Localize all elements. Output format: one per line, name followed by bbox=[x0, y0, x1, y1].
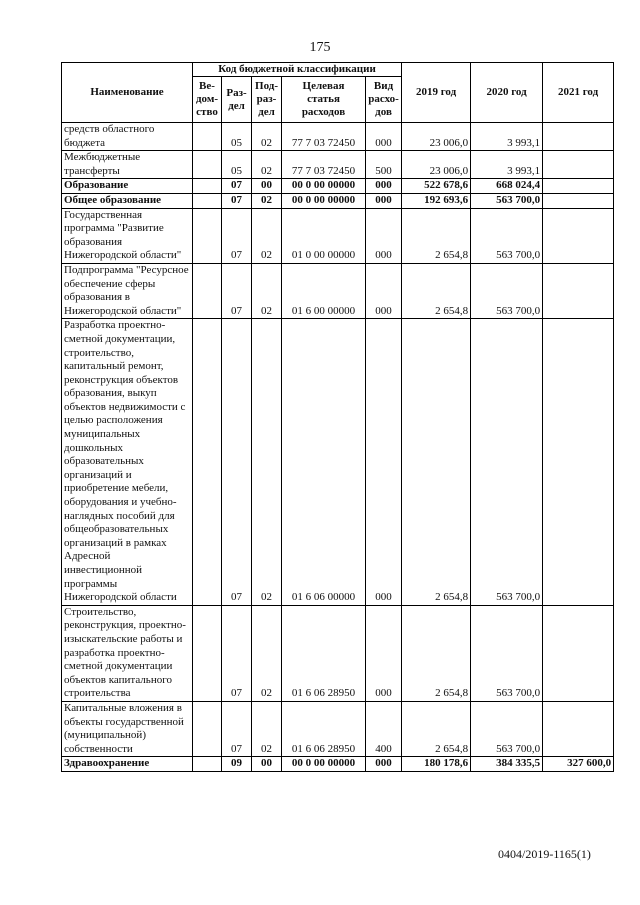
cell-vedomstvo bbox=[193, 605, 222, 701]
cell-2019: 2 654,8 bbox=[402, 263, 471, 318]
cell-2021 bbox=[543, 208, 614, 263]
cell-vid: 500 bbox=[366, 151, 402, 179]
cell-2021 bbox=[543, 319, 614, 605]
cell-tselevaya: 01 0 00 00000 bbox=[282, 208, 366, 263]
cell-name: средств областного бюджета bbox=[62, 123, 193, 151]
cell-tselevaya: 01 6 06 28950 bbox=[282, 701, 366, 756]
cell-name: Образование bbox=[62, 179, 193, 194]
cell-2019: 23 006,0 bbox=[402, 123, 471, 151]
cell-name: Государственная программа "Развитие образования Нижегородской области" bbox=[62, 208, 193, 263]
cell-2020: 563 700,0 bbox=[471, 319, 543, 605]
cell-razdel: 05 bbox=[222, 151, 252, 179]
table-row bbox=[62, 179, 614, 194]
header-podrazdel: Под- раз- дел bbox=[252, 77, 282, 123]
cell-vedomstvo bbox=[193, 701, 222, 756]
header-razdel: Раз- дел bbox=[222, 77, 252, 123]
cell-vedomstvo bbox=[193, 319, 222, 605]
header-vedomstvo: Ве- дом- ство bbox=[193, 77, 222, 123]
cell-2019: 522 678,6 bbox=[402, 179, 471, 194]
cell-razdel: 07 bbox=[222, 208, 252, 263]
cell-vid: 000 bbox=[366, 208, 402, 263]
cell-vid: 000 bbox=[366, 179, 402, 194]
cell-tselevaya: 00 0 00 00000 bbox=[282, 757, 366, 772]
cell-vedomstvo bbox=[193, 263, 222, 318]
cell-razdel: 07 bbox=[222, 701, 252, 756]
cell-podrazdel: 00 bbox=[252, 179, 282, 194]
cell-2020: 563 700,0 bbox=[471, 193, 543, 208]
cell-2020: 563 700,0 bbox=[471, 605, 543, 701]
table-row bbox=[62, 151, 614, 179]
cell-2021: 327 600,0 bbox=[543, 757, 614, 772]
cell-name: Здравоохранение bbox=[62, 757, 193, 772]
cell-podrazdel: 02 bbox=[252, 208, 282, 263]
cell-2021 bbox=[543, 151, 614, 179]
header-vid: Вид расхо- дов bbox=[366, 77, 402, 123]
cell-2020: 563 700,0 bbox=[471, 263, 543, 318]
cell-vid: 000 bbox=[366, 123, 402, 151]
table-row bbox=[62, 123, 614, 151]
cell-vedomstvo bbox=[193, 123, 222, 151]
cell-2019: 180 178,6 bbox=[402, 757, 471, 772]
cell-tselevaya: 00 0 00 00000 bbox=[282, 193, 366, 208]
cell-vid: 000 bbox=[366, 757, 402, 772]
cell-tselevaya: 01 6 00 00000 bbox=[282, 263, 366, 318]
cell-razdel: 07 bbox=[222, 193, 252, 208]
cell-podrazdel: 00 bbox=[252, 757, 282, 772]
table-row bbox=[62, 263, 614, 318]
table-row bbox=[62, 193, 614, 208]
cell-2020: 3 993,1 bbox=[471, 123, 543, 151]
cell-vedomstvo bbox=[193, 757, 222, 772]
cell-razdel: 07 bbox=[222, 605, 252, 701]
cell-vedomstvo bbox=[193, 151, 222, 179]
cell-vid: 000 bbox=[366, 263, 402, 318]
cell-2019: 192 693,6 bbox=[402, 193, 471, 208]
table-row bbox=[62, 701, 614, 756]
cell-razdel: 07 bbox=[222, 263, 252, 318]
cell-name: Строительство, реконструкция, проектно-изыскательские работы и разработка проектно-сметной документации объектов капитального строительства bbox=[62, 605, 193, 701]
cell-razdel: 05 bbox=[222, 123, 252, 151]
cell-name: Межбюджетные трансферты bbox=[62, 151, 193, 179]
cell-2020: 384 335,5 bbox=[471, 757, 543, 772]
cell-2021 bbox=[543, 263, 614, 318]
cell-podrazdel: 02 bbox=[252, 263, 282, 318]
header-2021: 2021 год bbox=[543, 63, 614, 123]
cell-razdel: 07 bbox=[222, 319, 252, 605]
scan-edge bbox=[0, 899, 640, 905]
cell-vedomstvo bbox=[193, 193, 222, 208]
cell-2020: 563 700,0 bbox=[471, 208, 543, 263]
cell-name: Разработка проектно-сметной документации, строительство, капитальный ремонт, реконструкция объектов образования, выкуп объектов недвижимости с целью расположения муниципальных дошкольных образовательных организаций и приобретение мебели, оборудования и учебно-наглядных пособий для общеобразовательных организаций в рамках Адресной инвестиционной программы Нижегородской области bbox=[62, 319, 193, 605]
cell-tselevaya: 77 7 03 72450 bbox=[282, 123, 366, 151]
cell-2019: 2 654,8 bbox=[402, 605, 471, 701]
header-2020: 2020 год bbox=[471, 63, 543, 123]
cell-2021 bbox=[543, 179, 614, 194]
header-name: Наименование bbox=[62, 63, 193, 123]
cell-vedomstvo bbox=[193, 179, 222, 194]
cell-tselevaya: 77 7 03 72450 bbox=[282, 151, 366, 179]
table-row bbox=[62, 605, 614, 701]
header-row-top bbox=[62, 63, 614, 77]
cell-tselevaya: 01 6 06 28950 bbox=[282, 605, 366, 701]
table-body bbox=[62, 123, 614, 772]
cell-name: Подпрограмма "Ресурсное обеспечение сферы образования в Нижегородской области" bbox=[62, 263, 193, 318]
budget-table bbox=[61, 62, 614, 772]
cell-razdel: 09 bbox=[222, 757, 252, 772]
document-code: 0404/2019-1165(1) bbox=[498, 847, 591, 861]
cell-podrazdel: 02 bbox=[252, 151, 282, 179]
cell-2021 bbox=[543, 605, 614, 701]
cell-podrazdel: 02 bbox=[252, 193, 282, 208]
table-row bbox=[62, 319, 614, 605]
cell-2019: 2 654,8 bbox=[402, 208, 471, 263]
cell-2020: 3 993,1 bbox=[471, 151, 543, 179]
cell-2019: 2 654,8 bbox=[402, 319, 471, 605]
cell-name: Общее образование bbox=[62, 193, 193, 208]
cell-2021 bbox=[543, 193, 614, 208]
cell-podrazdel: 02 bbox=[252, 319, 282, 605]
cell-tselevaya: 00 0 00 00000 bbox=[282, 179, 366, 194]
cell-2019: 2 654,8 bbox=[402, 701, 471, 756]
cell-vedomstvo bbox=[193, 208, 222, 263]
cell-vid: 400 bbox=[366, 701, 402, 756]
cell-name: Капитальные вложения в объекты государственной (муниципальной) собственности bbox=[62, 701, 193, 756]
cell-razdel: 07 bbox=[222, 179, 252, 194]
cell-podrazdel: 02 bbox=[252, 123, 282, 151]
cell-2019: 23 006,0 bbox=[402, 151, 471, 179]
cell-vid: 000 bbox=[366, 193, 402, 208]
cell-2020: 668 024,4 bbox=[471, 179, 543, 194]
page-number: 175 bbox=[309, 40, 331, 55]
header-tselevaya: Целевая статья расходов bbox=[282, 77, 366, 123]
cell-vid: 000 bbox=[366, 319, 402, 605]
cell-2020: 563 700,0 bbox=[471, 701, 543, 756]
cell-podrazdel: 02 bbox=[252, 605, 282, 701]
table-row bbox=[62, 208, 614, 263]
header-2019: 2019 год bbox=[402, 63, 471, 123]
cell-2021 bbox=[543, 701, 614, 756]
header-classification-group: Код бюджетной классификации bbox=[193, 63, 402, 77]
cell-tselevaya: 01 6 06 00000 bbox=[282, 319, 366, 605]
cell-vid: 000 bbox=[366, 605, 402, 701]
cell-2021 bbox=[543, 123, 614, 151]
table-row bbox=[62, 757, 614, 772]
cell-podrazdel: 02 bbox=[252, 701, 282, 756]
